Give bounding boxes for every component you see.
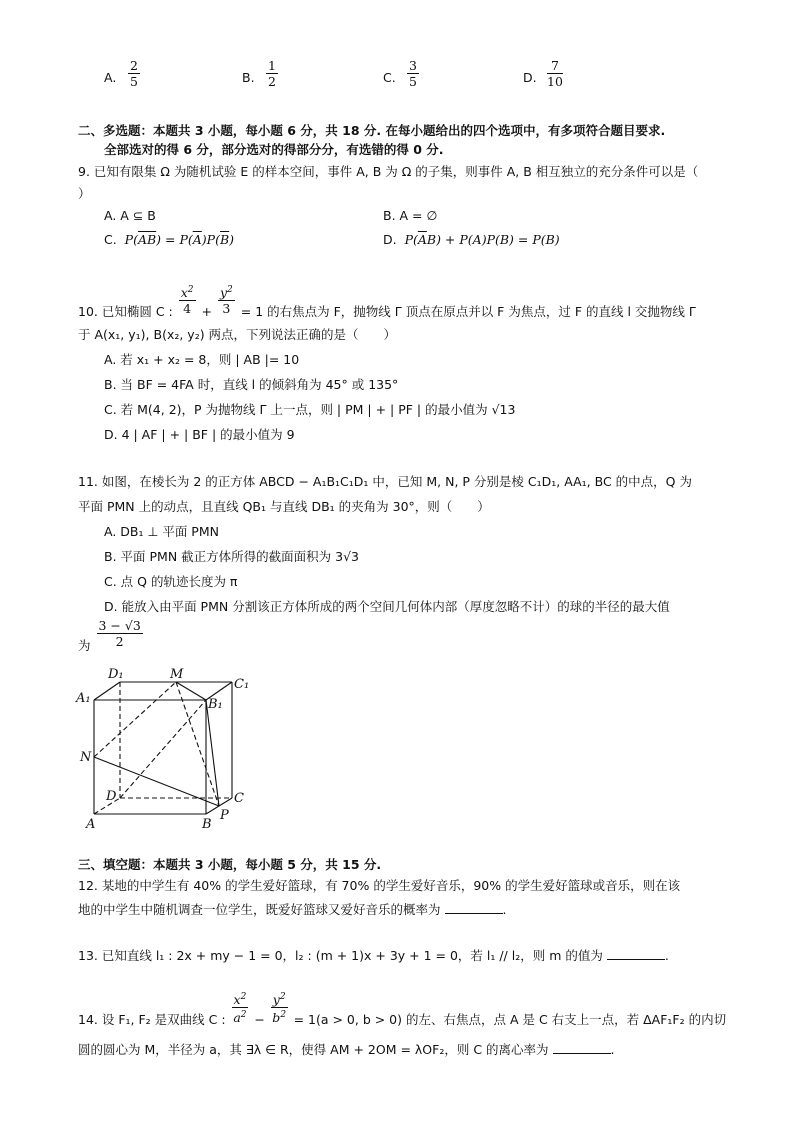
edge-a1d1 [94,682,120,700]
q14-answer-blank [553,1041,611,1054]
q10-option-c: C. 若 M(4, 2)，P 为抛物线 Γ 上一点，则 | PM | + | PF | 的最小值为 √13 [104,402,516,417]
q11-d2-fraction: $\frac{3 - √3}{2}$ [98,618,141,649]
q10-option-d: D. 4 | AF | + | BF | 的最小值为 9 [104,427,295,442]
q11-d2-prefix: 为 [78,638,91,653]
q14-eq-end: = 1(a > 0, b > 0) 的左、右焦点，点 A 是 C 右支上一点，若 ΔAF₁F₂ 的内切 [293,1012,727,1028]
q11-option-d-line2 [78,618,145,653]
label-b: B [202,817,212,832]
q8-option-a-fraction: $\frac{2}{5}$ [130,58,138,89]
q11-option-b: B. 平面 PMN 截正方体所得的截面面积为 3√3 [104,549,359,564]
q14-line1: 14. 设 F₁, F₂ 是双曲线 C : $\frac{x^2}{a^2}$ − $\frac{y^2}{b^2}$ = 1(a > 0, b > 0) 的左、右焦点，点 A 是 C 右支上一点，若 ΔAF₁F₂ 的内切 [78,992,727,1028]
q11-line2: 平面 PMN 上的动点，且直线 QB₁ 与直线 DB₁ 的夹角为 30°，则（ ） [78,499,490,514]
label-d1: D₁ [108,667,124,682]
q8-option-d-label: D. [523,70,537,85]
q9-stem-end: ） [78,186,91,201]
cube-figure [72,662,262,834]
q9-option-d [383,232,560,247]
q11-line1: 11. 如图，在棱长为 2 的正方体 ABCD − A₁B₁C₁D₁ 中，已知 M, N, P 分别是棱 C₁D₁, AA₁, BC 的中点，Q 为 [78,474,692,489]
label-c1: C₁ [234,677,250,692]
label-p: P [220,808,229,823]
q9-option-b: B. A = ∅ [383,208,438,223]
q9-option-c [104,232,234,247]
q12-answer-blank [445,901,503,914]
section2-title-line1: 二、多选题：本题共 3 小题，每小题 6 分，共 18 分. 在每小题给出的四个选项中，有多项符合题目要求. [78,123,666,138]
q10-line1 [78,283,696,320]
q13-text: 13. 已知直线 l₁ : 2x + my − 1 = 0，l₂ : (m + 1)x + 3y + 1 = 0，若 l₁ // l₂，则 m 的值为 [78,948,603,963]
segment-db1-hidden [120,700,206,798]
q14-frac-x: $\frac{x^2}{a^2}$ [233,992,247,1026]
q10-eq-end: = 1 的右焦点为 F，抛物线 Γ 顶点在原点并以 F 为焦点，过 F 的直线 l 交抛物线 Γ [240,304,696,320]
label-m: M [170,667,184,682]
q14-prefix: 14. 设 F₁, F₂ 是双曲线 C : [78,1012,226,1028]
q14-line2-text: 圆的圆心为 M，半径为 a，其 ∃λ ∈ R，使得 AM + 2OM = λOF₂，则 C 的离心率为 [78,1042,549,1057]
q10-line2: 于 A(x₁, y₁), B(x₂, y₂) 两点，下列说法正确的是（ ） [78,327,397,342]
q12-line2-text: 地的中学生中随机调查一位学生，既爱好篮球又爱好音乐的概率为 [78,902,441,917]
q8-option-c-label: C. [383,70,396,85]
section3-title: 三、填空题：本题共 3 小题，每小题 5 分，共 15 分. [78,857,382,872]
q10-frac-y: $\frac{y^2}{3}$ [219,285,233,317]
label-d: D [106,789,117,804]
q10-option-a: A. 若 x₁ + x₂ = 8，则 | AB |= 10 [104,352,300,367]
q9-option-c-label: C. [104,232,117,247]
q9-option-d-label: D. [383,232,397,247]
label-a1: A₁ [76,691,91,706]
q8-option-d-fraction: $\frac{7}{10}$ [547,58,563,89]
q8-option-a-label: A. [104,70,117,85]
q14-line2: 圆的圆心为 M，半径为 a，其 ∃λ ∈ R，使得 AM + 2OM = λOF₂，则 C 的离心率为 . [78,1042,615,1057]
q8-option-c-fraction: $\frac{3}{5}$ [409,58,417,89]
q9-option-c-formula: $P(\overline{AB}) = P(\overline{A})P(\overline{B})$ [120,232,235,247]
section2-title-line2: 全部选对的得 6 分，部分选对的得部分分，有选错的得 0 分. [104,142,444,157]
q13-line: 13. 已知直线 l₁ : 2x + my − 1 = 0，l₂ : (m + 1)x + 3y + 1 = 0，若 l₁ // l₂，则 m 的值为 . [78,948,669,963]
q9-option-a: A. A ⊆ B [104,208,156,223]
segment-nm-hidden [94,682,176,757]
q10-prefix: 10. 已知椭圆 C : [78,304,173,320]
q10-option-b: B. 当 BF = 4FA 时，直线 l 的倾斜角为 45° 或 135° [104,377,399,392]
label-b1: B₁ [208,697,223,712]
q14-frac-y: $\frac{y^2}{b^2}$ [272,992,287,1026]
q10-eq-mid: + [201,304,212,320]
q13-answer-blank [607,947,665,960]
segment-mb1 [176,682,206,700]
q11-option-d: D. 能放入由平面 PMN 分割该正方体所成的两个空间几何体内部（厚度忽略不计）的球的半径的最大值 [104,599,670,614]
label-n: N [80,750,92,765]
q11-option-c: C. 点 Q 的轨迹长度为 π [104,574,238,589]
segment-b1p [206,700,219,806]
q11-option-a: A. DB₁ ⊥ 平面 PMN [104,524,219,539]
label-a: A [86,817,96,832]
q8-option-b-label: B. [242,70,255,85]
q8-option-b-fraction: $\frac{1}{2}$ [268,58,276,89]
q9-option-d-formula: $P(\overline{A}B) + P(A)P(B) = P(B)$ [400,232,560,247]
q12-line1: 12. 某地的中学生有 40% 的学生爱好篮球，有 70% 的学生爱好音乐，90% 的学生爱好篮球或音乐，则在该 [78,878,681,893]
q10-frac-x: $\frac{x^2}{4}$ [180,285,194,317]
q9-stem: 9. 已知有限集 Ω 为随机试验 E 的样本空间，事件 A, B 为 Ω 的子集，则事件 A, B 相互独立的充分条件可以是（ [78,164,699,179]
label-c: C [234,791,244,806]
q12-line2: 地的中学生中随机调查一位学生，既爱好篮球又爱好音乐的概率为 . [78,902,507,917]
